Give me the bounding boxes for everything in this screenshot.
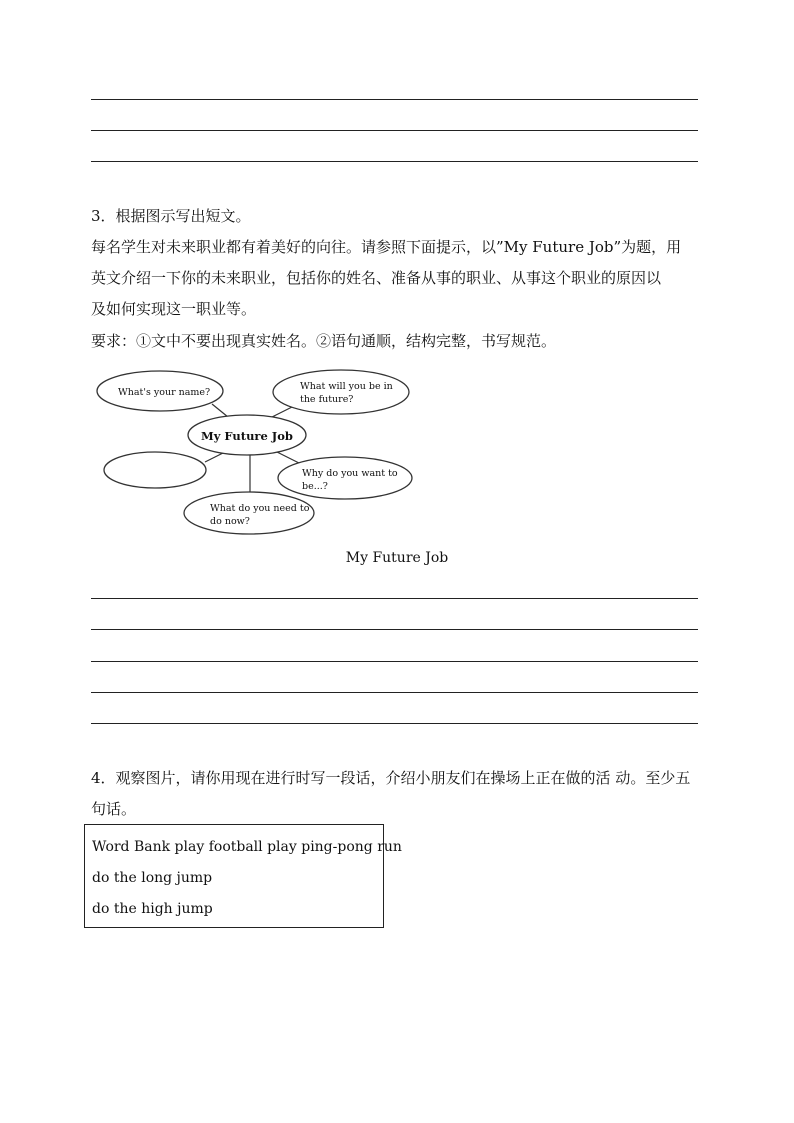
word-bank-line-3: do the high jump xyxy=(92,901,213,917)
word-bank-line-1: Word Bank play football play ping-pong run xyxy=(92,839,402,855)
node-name-label: What's your name? xyxy=(118,387,211,398)
node-center-label: My Future Job xyxy=(201,429,293,443)
node-future-label-1: What will you be in xyxy=(300,381,393,392)
node-why-label-1: Why do you want to xyxy=(302,468,398,479)
q3-intro-line-2: 英文介绍一下你的未来职业，包括你的姓名、准备从事的职业、从事这个职业的原因以 xyxy=(91,269,662,287)
node-need-label-2: do now? xyxy=(210,516,250,527)
answer-line xyxy=(91,629,698,630)
answer-line xyxy=(91,692,698,693)
q3-heading: 3．根据图示写出短文。 xyxy=(91,207,251,225)
node-blank xyxy=(104,452,206,488)
q3-intro-line-1: 每名学生对未来职业都有着美好的向往。请参照下面提示，以”My Future Job”为题，用 xyxy=(91,238,682,256)
essay-title: My Future Job xyxy=(345,550,449,566)
connector xyxy=(212,404,228,417)
answer-line xyxy=(91,598,698,599)
q3-intro-line-3: 及如何实现这一职业等。 xyxy=(91,300,257,318)
answer-line xyxy=(91,661,698,662)
word-bank-line-2: do the long jump xyxy=(92,870,213,886)
node-need-label-1: What do you need to xyxy=(210,503,310,514)
answer-line xyxy=(91,723,698,724)
word-bank-box xyxy=(84,824,402,928)
q3-requirements: 要求：①文中不要出现真实姓名。②语句通顺，结构完整，书写规范。 xyxy=(91,332,557,350)
node-why-label-2: be...? xyxy=(302,481,328,492)
q4-text: 4．观察图片，请你用现在进行时写一段话，介绍小朋友们在操场上正在做的活 动。至少五句话。 xyxy=(91,769,691,818)
node-future xyxy=(273,370,409,414)
node-future-label-2: the future? xyxy=(300,394,354,405)
